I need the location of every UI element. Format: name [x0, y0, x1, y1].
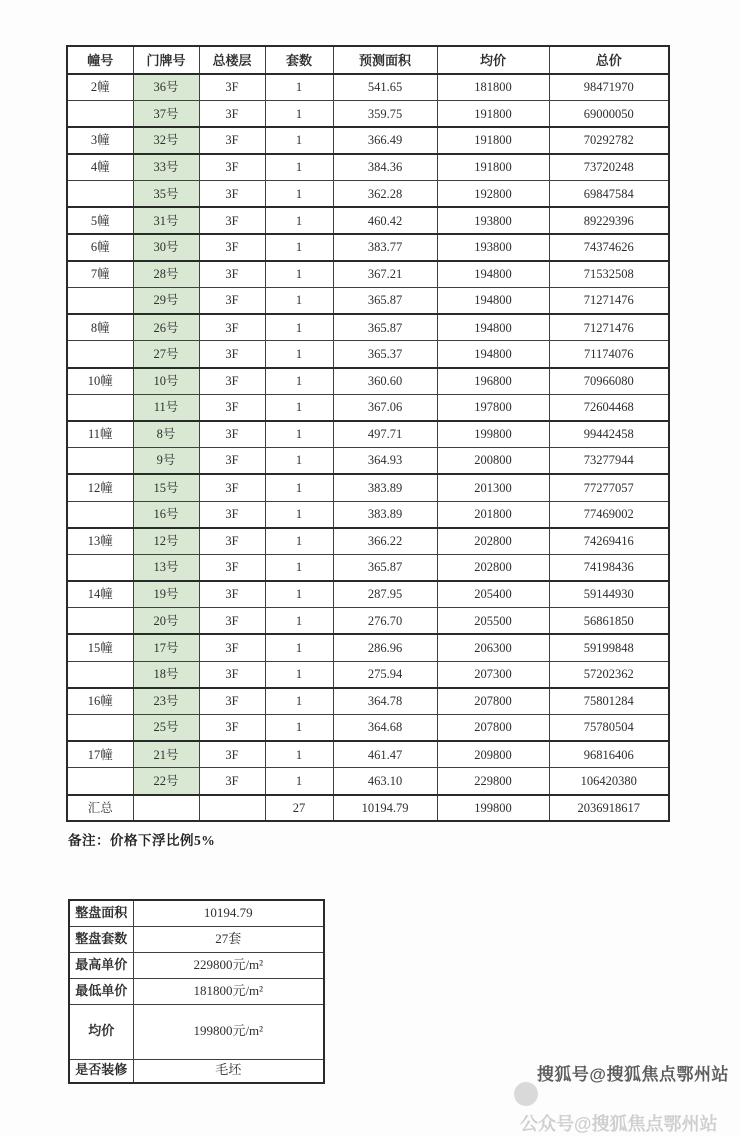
cell-building [67, 768, 133, 795]
cell-area: 365.87 [333, 314, 437, 341]
overview-value: 27套 [133, 926, 324, 952]
cell-door: 35号 [133, 181, 199, 208]
cell-floors: 3F [199, 421, 265, 448]
cell-avg-price: 200800 [437, 448, 549, 475]
cell-floors: 3F [199, 181, 265, 208]
cell-building: 13幢 [67, 528, 133, 555]
price-table-body [67, 74, 669, 795]
cell-building: 5幢 [67, 207, 133, 234]
cell-avg-price: 205400 [437, 581, 549, 608]
overview-value: 10194.79 [133, 900, 324, 926]
cell-units: 1 [265, 581, 333, 608]
cell-units: 1 [265, 234, 333, 261]
cell-area: 367.21 [333, 261, 437, 288]
cell-floors: 3F [199, 688, 265, 715]
cell-total-price: 74269416 [549, 528, 669, 555]
cell-door: 27号 [133, 341, 199, 368]
cell-area: 365.37 [333, 341, 437, 368]
cell-avg-price: 206300 [437, 634, 549, 661]
cell-door: 12号 [133, 528, 199, 555]
cell-area: 276.70 [333, 608, 437, 635]
cell-units: 1 [265, 608, 333, 635]
cell-total-price: 71174076 [549, 341, 669, 368]
cell-avg-price: 209800 [437, 741, 549, 768]
cell-door: 18号 [133, 661, 199, 688]
cell-area: 461.47 [333, 741, 437, 768]
table-row [67, 608, 669, 635]
table-row [67, 474, 669, 501]
cell-floors: 3F [199, 127, 265, 154]
cell-door: 28号 [133, 261, 199, 288]
cell-total-price: 74374626 [549, 234, 669, 261]
cell-units: 1 [265, 261, 333, 288]
cell-units: 1 [265, 368, 333, 395]
cell-total-price: 59144930 [549, 581, 669, 608]
cell-total-price: 75780504 [549, 715, 669, 742]
table-row [67, 768, 669, 795]
cell-area: 364.93 [333, 448, 437, 475]
overview-row [69, 900, 324, 926]
cell-door: 26号 [133, 314, 199, 341]
cell-door: 10号 [133, 368, 199, 395]
cell-total-price: 69000050 [549, 101, 669, 128]
cell-units: 1 [265, 421, 333, 448]
summary-cell-building: 汇总 [67, 795, 133, 822]
cell-floors: 3F [199, 448, 265, 475]
cell-total-price: 73277944 [549, 448, 669, 475]
cell-avg-price: 207300 [437, 661, 549, 688]
summary-row [67, 795, 669, 822]
cell-area: 360.60 [333, 368, 437, 395]
cell-total-price: 99442458 [549, 421, 669, 448]
cell-avg-price: 194800 [437, 341, 549, 368]
cell-area: 366.22 [333, 528, 437, 555]
cell-area: 275.94 [333, 661, 437, 688]
cell-avg-price: 191800 [437, 154, 549, 181]
avatar-circle-icon [514, 1082, 538, 1106]
cell-building [67, 554, 133, 581]
table-row [67, 127, 669, 154]
cell-units: 1 [265, 554, 333, 581]
cell-building: 8幢 [67, 314, 133, 341]
cell-building [67, 608, 133, 635]
cell-total-price: 69847584 [549, 181, 669, 208]
cell-floors: 3F [199, 341, 265, 368]
column-header-avg-price: 均价 [437, 46, 549, 74]
cell-building [67, 101, 133, 128]
cell-floors: 3F [199, 501, 265, 528]
cell-door: 20号 [133, 608, 199, 635]
cell-avg-price: 181800 [437, 74, 549, 101]
cell-avg-price: 191800 [437, 101, 549, 128]
cell-area: 365.87 [333, 288, 437, 315]
cell-door: 17号 [133, 634, 199, 661]
cell-avg-price: 193800 [437, 207, 549, 234]
cell-building [67, 448, 133, 475]
cell-building [67, 394, 133, 421]
table-row [67, 314, 669, 341]
cell-floors: 3F [199, 554, 265, 581]
cell-units: 1 [265, 394, 333, 421]
cell-building [67, 288, 133, 315]
cell-area: 460.42 [333, 207, 437, 234]
summary-cell-avg-price: 199800 [437, 795, 549, 822]
cell-area: 287.95 [333, 581, 437, 608]
cell-units: 1 [265, 528, 333, 555]
cell-area: 497.71 [333, 421, 437, 448]
table-row [67, 234, 669, 261]
table-row [67, 394, 669, 421]
table-row [67, 634, 669, 661]
note-text: 备注：价格下浮比例5% [68, 833, 216, 848]
overview-row [69, 952, 324, 978]
table-row [67, 101, 669, 128]
column-header-building: 幢号 [67, 46, 133, 74]
cell-building: 6幢 [67, 234, 133, 261]
cell-floors: 3F [199, 234, 265, 261]
cell-floors: 3F [199, 634, 265, 661]
cell-door: 37号 [133, 101, 199, 128]
cell-area: 364.68 [333, 715, 437, 742]
cell-area: 541.65 [333, 74, 437, 101]
summary-cell-total-price: 2036918617 [549, 795, 669, 822]
cell-total-price: 70966080 [549, 368, 669, 395]
cell-units: 1 [265, 181, 333, 208]
cell-building: 7幢 [67, 261, 133, 288]
cell-total-price: 72604468 [549, 394, 669, 421]
cell-avg-price: 196800 [437, 368, 549, 395]
cell-units: 1 [265, 448, 333, 475]
cell-floors: 3F [199, 74, 265, 101]
cell-building: 15幢 [67, 634, 133, 661]
table-row [67, 715, 669, 742]
cell-floors: 3F [199, 715, 265, 742]
cell-total-price: 70292782 [549, 127, 669, 154]
overview-label: 是否装修 [69, 1059, 133, 1083]
cell-door: 21号 [133, 741, 199, 768]
cell-door: 33号 [133, 154, 199, 181]
cell-door: 31号 [133, 207, 199, 234]
cell-building: 12幢 [67, 474, 133, 501]
cell-area: 367.06 [333, 394, 437, 421]
table-row [67, 341, 669, 368]
table-row [67, 368, 669, 395]
cell-building: 14幢 [67, 581, 133, 608]
cell-door: 11号 [133, 394, 199, 421]
table-row [67, 448, 669, 475]
overview-label: 整盘面积 [69, 900, 133, 926]
summary-cell-floors [199, 795, 265, 822]
cell-avg-price: 193800 [437, 234, 549, 261]
cell-floors: 3F [199, 261, 265, 288]
summary-cell-area: 10194.79 [333, 795, 437, 822]
cell-units: 1 [265, 661, 333, 688]
cell-building [67, 661, 133, 688]
cell-building [67, 715, 133, 742]
cell-floors: 3F [199, 768, 265, 795]
cell-total-price: 56861850 [549, 608, 669, 635]
cell-door: 32号 [133, 127, 199, 154]
cell-area: 366.49 [333, 127, 437, 154]
column-header-total-price: 总价 [549, 46, 669, 74]
cell-units: 1 [265, 314, 333, 341]
cell-units: 1 [265, 768, 333, 795]
cell-total-price: 71271476 [549, 288, 669, 315]
summary-cell-door [133, 795, 199, 822]
table-row [67, 288, 669, 315]
cell-total-price: 73720248 [549, 154, 669, 181]
table-row [67, 528, 669, 555]
cell-door: 16号 [133, 501, 199, 528]
cell-building: 16幢 [67, 688, 133, 715]
cell-avg-price: 197800 [437, 394, 549, 421]
table-row [67, 207, 669, 234]
table-row [67, 554, 669, 581]
cell-door: 25号 [133, 715, 199, 742]
cell-building: 10幢 [67, 368, 133, 395]
cell-avg-price: 194800 [437, 288, 549, 315]
cell-total-price: 75801284 [549, 688, 669, 715]
overview-label: 最高单价 [69, 952, 133, 978]
cell-avg-price: 207800 [437, 715, 549, 742]
overview-value: 199800元/m² [133, 1004, 324, 1059]
table-row [67, 154, 669, 181]
cell-units: 1 [265, 341, 333, 368]
cell-door: 19号 [133, 581, 199, 608]
cell-units: 1 [265, 74, 333, 101]
cell-units: 1 [265, 288, 333, 315]
overview-value: 毛坯 [133, 1059, 324, 1083]
cell-floors: 3F [199, 207, 265, 234]
cell-units: 1 [265, 154, 333, 181]
cell-total-price: 106420380 [549, 768, 669, 795]
cell-door: 29号 [133, 288, 199, 315]
cell-area: 365.87 [333, 554, 437, 581]
table-row [67, 661, 669, 688]
table-row [67, 421, 669, 448]
overview-table [68, 899, 325, 1084]
cell-avg-price: 202800 [437, 528, 549, 555]
cell-door: 15号 [133, 474, 199, 501]
cell-avg-price: 201800 [437, 501, 549, 528]
cell-avg-price: 199800 [437, 421, 549, 448]
cell-avg-price: 207800 [437, 688, 549, 715]
cell-floors: 3F [199, 608, 265, 635]
cell-building [67, 341, 133, 368]
cell-units: 1 [265, 688, 333, 715]
cell-avg-price: 192800 [437, 181, 549, 208]
cell-floors: 3F [199, 394, 265, 421]
cell-units: 1 [265, 501, 333, 528]
cell-total-price: 77277057 [549, 474, 669, 501]
cell-total-price: 77469002 [549, 501, 669, 528]
cell-units: 1 [265, 634, 333, 661]
cell-area: 364.78 [333, 688, 437, 715]
overview-row [69, 1059, 324, 1083]
cell-total-price: 98471970 [549, 74, 669, 101]
price-table [66, 45, 670, 822]
overview-label: 最低单价 [69, 978, 133, 1004]
cell-floors: 3F [199, 368, 265, 395]
cell-area: 384.36 [333, 154, 437, 181]
cell-units: 1 [265, 127, 333, 154]
cell-building: 17幢 [67, 741, 133, 768]
cell-door: 9号 [133, 448, 199, 475]
column-header-floors: 总楼层 [199, 46, 265, 74]
cell-building [67, 501, 133, 528]
table-row [67, 181, 669, 208]
price-table-summary [67, 795, 669, 822]
cell-floors: 3F [199, 581, 265, 608]
column-header-door: 门牌号 [133, 46, 199, 74]
cell-area: 383.89 [333, 501, 437, 528]
cell-floors: 3F [199, 661, 265, 688]
cell-avg-price: 194800 [437, 314, 549, 341]
cell-units: 1 [265, 741, 333, 768]
table-row [67, 741, 669, 768]
cell-floors: 3F [199, 288, 265, 315]
cell-avg-price: 202800 [437, 554, 549, 581]
overview-value: 229800元/m² [133, 952, 324, 978]
cell-area: 359.75 [333, 101, 437, 128]
cell-floors: 3F [199, 101, 265, 128]
partial-watermark [514, 1079, 740, 1134]
cell-area: 286.96 [333, 634, 437, 661]
cell-total-price: 71271476 [549, 314, 669, 341]
cell-units: 1 [265, 101, 333, 128]
header-row [67, 46, 669, 74]
cell-units: 1 [265, 207, 333, 234]
cell-door: 8号 [133, 421, 199, 448]
cell-area: 362.28 [333, 181, 437, 208]
overview-row [69, 978, 324, 1004]
cell-door: 36号 [133, 74, 199, 101]
overview-row [69, 926, 324, 952]
cell-area: 383.89 [333, 474, 437, 501]
cell-floors: 3F [199, 314, 265, 341]
summary-cell-units: 27 [265, 795, 333, 822]
table-row [67, 501, 669, 528]
overview-label: 均价 [69, 1004, 133, 1059]
cell-door: 13号 [133, 554, 199, 581]
cell-avg-price: 205500 [437, 608, 549, 635]
cell-avg-price: 229800 [437, 768, 549, 795]
cell-total-price: 59199848 [549, 634, 669, 661]
cell-avg-price: 191800 [437, 127, 549, 154]
cell-total-price: 89229396 [549, 207, 669, 234]
column-header-units: 套数 [265, 46, 333, 74]
cell-building [67, 181, 133, 208]
cell-area: 463.10 [333, 768, 437, 795]
cell-avg-price: 201300 [437, 474, 549, 501]
cell-building: 2幢 [67, 74, 133, 101]
cell-total-price: 57202362 [549, 661, 669, 688]
table-row [67, 74, 669, 101]
cell-door: 22号 [133, 768, 199, 795]
cell-units: 1 [265, 715, 333, 742]
cell-total-price: 71532508 [549, 261, 669, 288]
cell-floors: 3F [199, 154, 265, 181]
cell-total-price: 74198436 [549, 554, 669, 581]
cell-units: 1 [265, 474, 333, 501]
cell-building: 3幢 [67, 127, 133, 154]
cell-floors: 3F [199, 741, 265, 768]
cell-total-price: 96816406 [549, 741, 669, 768]
partial-watermark-text: 公众号@搜狐焦点鄂州站 [520, 1114, 718, 1134]
cell-avg-price: 194800 [437, 261, 549, 288]
table-row [67, 261, 669, 288]
overview-value: 181800元/m² [133, 978, 324, 1004]
table-row [67, 688, 669, 715]
price-table-header [67, 46, 669, 74]
cell-area: 383.77 [333, 234, 437, 261]
overview-table-body [69, 900, 324, 1083]
cell-door: 23号 [133, 688, 199, 715]
overview-row [69, 1004, 324, 1059]
cell-building: 4幢 [67, 154, 133, 181]
overview-label: 整盘套数 [69, 926, 133, 952]
cell-building: 11幢 [67, 421, 133, 448]
sohu-watermark: 搜狐号@搜狐焦点鄂州站 [536, 1065, 729, 1084]
table-row [67, 581, 669, 608]
column-header-area: 预测面积 [333, 46, 437, 74]
cell-floors: 3F [199, 528, 265, 555]
cell-door: 30号 [133, 234, 199, 261]
cell-floors: 3F [199, 474, 265, 501]
